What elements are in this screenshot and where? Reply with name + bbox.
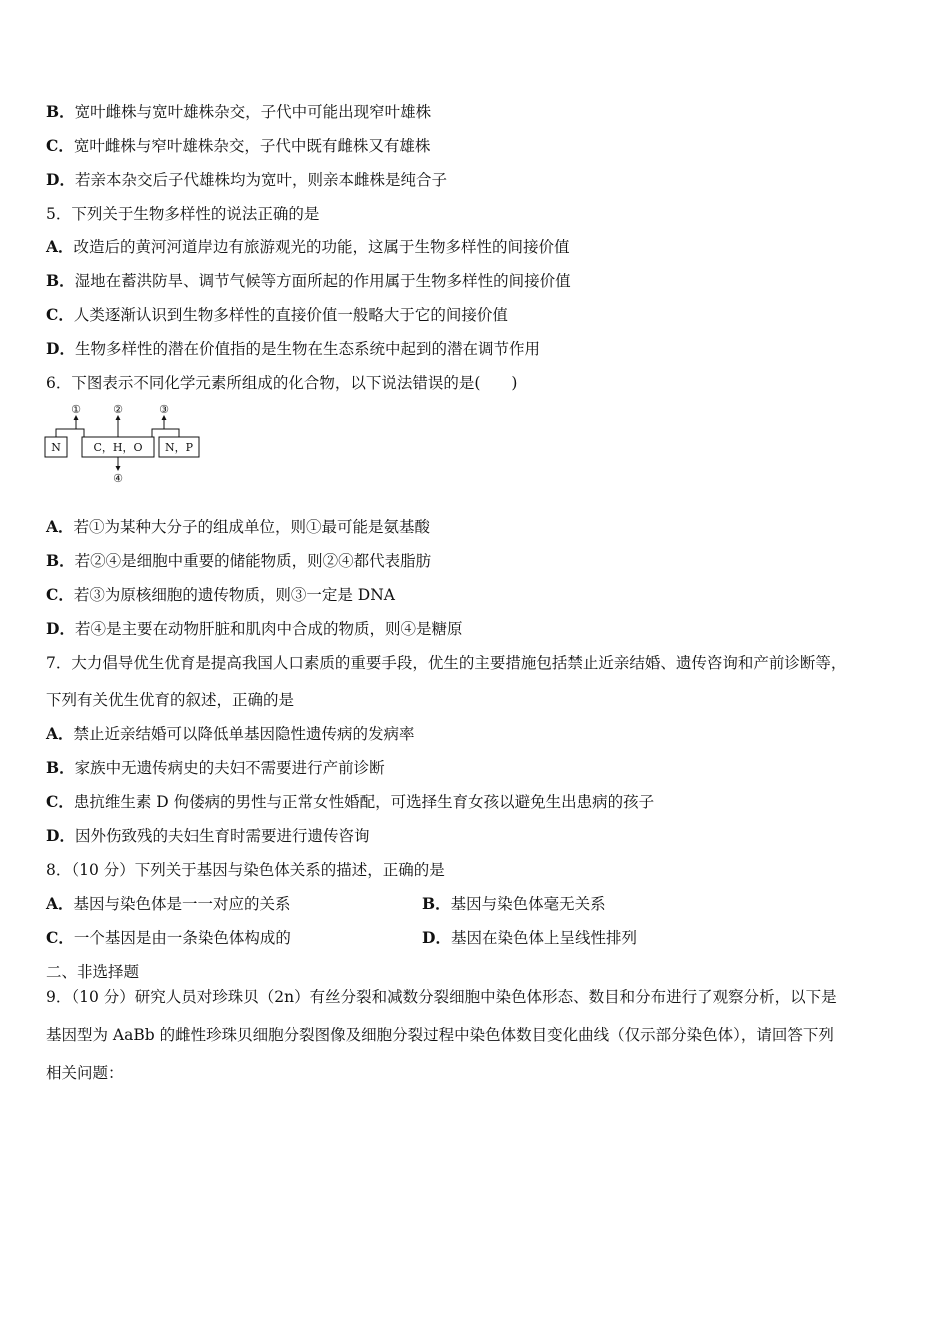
q8-option-b <box>422 894 606 914</box>
option-text: 人类逐渐认识到生物多样性的直接价值一般略大于它的间接价值 <box>73 306 508 324</box>
element-compound-diagram <box>44 402 214 488</box>
option-letter: A． <box>46 517 74 536</box>
option-text: 基因与染色体毫无关系 <box>450 895 606 913</box>
q8-options-row2 <box>46 928 910 948</box>
question-score: （10 分） <box>71 861 135 879</box>
q5-option-d <box>46 339 910 359</box>
option-text: 湿地在蓄洪防旱、调节气候等方面所起的作用属于生物多样性的间接价值 <box>74 272 571 290</box>
option-text: 禁止近亲结婚可以降低单基因隐性遗传病的发病率 <box>73 725 415 743</box>
q9-line1 <box>46 987 910 1007</box>
q5-stem: 5．下列关于生物多样性的说法正确的是 <box>46 205 320 223</box>
q7-option-b <box>46 758 910 778</box>
q6-option-b <box>46 551 910 571</box>
label-2: ② <box>113 403 123 416</box>
question-score: （10 分） <box>71 988 135 1006</box>
connector-1 <box>56 429 84 437</box>
question-number: 9． <box>46 988 72 1006</box>
option-text: 若②④是细胞中重要的储能物质，则②④都代表脂肪 <box>74 552 432 570</box>
q8-option-a <box>46 895 291 913</box>
option-text: 生物多样性的潜在价值指的是生物在生态系统中起到的潜在调节作用 <box>74 340 540 358</box>
q5-option-c <box>46 305 910 325</box>
q5-option-a <box>46 237 910 257</box>
q7-option-c <box>46 792 910 812</box>
option-letter: D． <box>46 619 75 638</box>
option-text: 若①为某种大分子的组成单位，则①最可能是氨基酸 <box>73 518 431 536</box>
box-np-label: N，P <box>164 441 194 454</box>
section-heading: 二、非选择题 <box>46 963 140 981</box>
q7-stem-line1: 7．大力倡导优生优育是提高我国人口素质的重要手段，优生的主要措施包括禁止近亲结婚、遗传咨询和产前诊断等， <box>46 654 847 672</box>
option-letter: C． <box>46 792 74 811</box>
arrowhead-4 <box>116 466 121 471</box>
question-text: 下列关于基因与染色体关系的描述，正确的是 <box>134 861 445 879</box>
diagram-svg <box>44 402 214 488</box>
q7-option-a <box>46 724 910 744</box>
q5-option-b <box>46 271 910 291</box>
connector-3 <box>152 429 179 437</box>
option-letter: D． <box>46 339 75 358</box>
option-letter: C． <box>46 136 74 155</box>
q7-stem-line2: 下列有关优生优育的叙述，正确的是 <box>46 691 295 709</box>
option-letter: B． <box>46 758 75 777</box>
option-letter: A． <box>46 237 74 256</box>
option-text: 因外伤致残的夫妇生育时需要进行遗传咨询 <box>74 827 370 845</box>
label-3: ③ <box>159 403 169 416</box>
option-letter: D． <box>422 928 451 947</box>
option-text: 若亲本杂交后子代雄株均为宽叶，则亲本雌株是纯合子 <box>74 171 447 189</box>
option-letter: A． <box>46 724 74 743</box>
option-letter: B． <box>46 271 75 290</box>
q9-line2: 基因型为 AaBb 的雌性珍珠贝细胞分裂图像及细胞分裂过程中染色体数目变化曲线（仅示部分染色体），请回答下列 <box>46 1026 834 1044</box>
option-text: 若③为原核细胞的遗传物质，则③一定是 DNA <box>73 586 395 604</box>
q9-line3: 相关问题： <box>46 1064 124 1082</box>
option-letter: A． <box>46 894 74 913</box>
q6-option-d <box>46 619 910 639</box>
option-text: 宽叶雌株与宽叶雄株杂交，子代中可能出现窄叶雄株 <box>74 103 432 121</box>
option-letter: C． <box>46 928 74 947</box>
option-letter: D． <box>46 170 75 189</box>
option-text: 基因与染色体是一一对应的关系 <box>73 895 291 913</box>
label-4: ④ <box>113 472 123 485</box>
option-letter: C． <box>46 585 74 604</box>
q8-options-row1 <box>46 894 910 914</box>
q6-option-a <box>46 517 910 537</box>
option-text: 家族中无遗传病史的夫妇不需要进行产前诊断 <box>74 759 385 777</box>
label-1: ① <box>71 403 81 416</box>
q8-option-d <box>422 928 637 948</box>
option-letter: B． <box>46 551 75 570</box>
option-letter: B． <box>46 102 75 121</box>
q4-option-c <box>46 136 910 156</box>
option-text: 改造后的黄河河道岸边有旅游观光的功能，这属于生物多样性的间接价值 <box>73 238 570 256</box>
q8-stem <box>46 860 910 880</box>
q4-option-b <box>46 102 910 122</box>
option-letter: D． <box>46 826 75 845</box>
q4-option-d <box>46 170 910 190</box>
q6-stem: 6．下图表示不同化学元素所组成的化合物，以下说法错误的是( ) <box>46 374 518 392</box>
option-letter: B． <box>422 894 451 913</box>
option-text: 基因在染色体上呈线性排列 <box>450 929 637 947</box>
option-letter: C． <box>46 305 74 324</box>
option-text: 宽叶雌株与窄叶雄株杂交，子代中既有雌株又有雄株 <box>73 137 431 155</box>
option-text: 一个基因是由一条染色体构成的 <box>73 929 291 947</box>
q6-option-c <box>46 585 910 605</box>
q8-option-c <box>46 929 291 947</box>
q7-option-d <box>46 826 910 846</box>
question-text: 研究人员对珍珠贝（2n）有丝分裂和减数分裂细胞中染色体形态、数目和分布进行了观察分析，以下是 <box>134 988 837 1006</box>
option-text: 患抗维生素 D 佝偻病的男性与正常女性婚配，可选择生育女孩以避免生出患病的孩子 <box>73 793 655 811</box>
box-n-label: N <box>51 441 61 454</box>
option-text: 若④是主要在动物肝脏和肌肉中合成的物质，则④是糖原 <box>74 620 463 638</box>
box-cho-label: C，H，O <box>93 441 143 454</box>
question-number: 8． <box>46 861 72 879</box>
